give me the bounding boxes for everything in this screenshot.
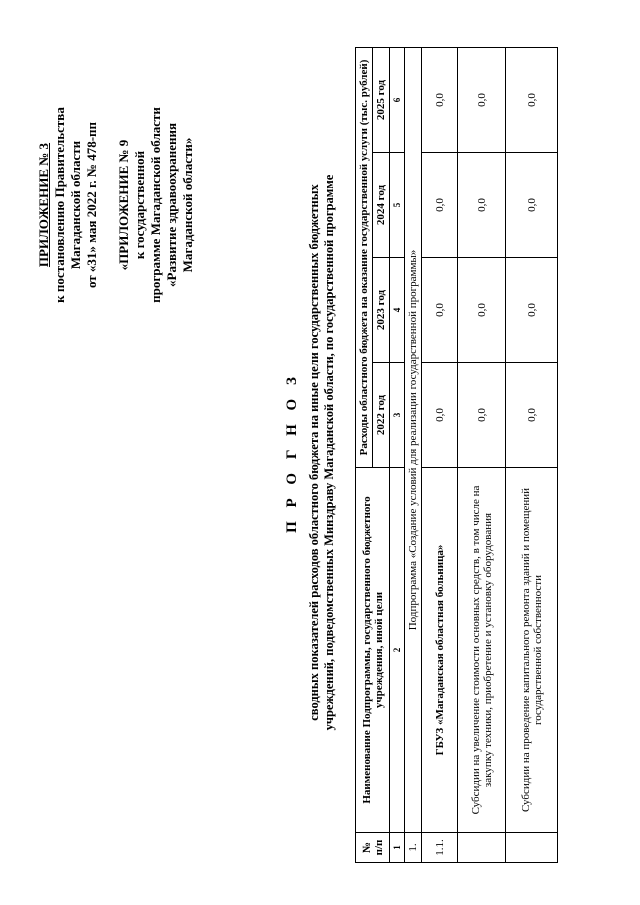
header-name: Наименование Подпрограммы, государственного бюджетного учреждения, иной цели — [356, 468, 390, 833]
column-number: 1 — [390, 833, 405, 863]
table-row — [458, 47, 506, 862]
appendix-line: Магаданской области» — [180, 137, 195, 273]
header-year: 2023 год — [373, 258, 390, 363]
row-name: ГБУЗ «Магаданская областная больница» — [422, 468, 458, 833]
appendix-line: к государственной — [132, 150, 147, 260]
header-year: 2024 год — [373, 153, 390, 258]
row-value: 0,0 — [506, 363, 558, 468]
row-value: 0,0 — [506, 47, 558, 152]
subprogram-name: Подпрограмма «Создание условий для реализации государственной программы» — [405, 47, 422, 832]
header-year: 2025 год — [373, 47, 390, 152]
subprogram-num: 1. — [405, 833, 422, 863]
title-line: сводных показателей расходов областного бюджета на иные цели государственных бюджетных — [307, 184, 321, 721]
row-value: 0,0 — [458, 153, 506, 258]
row-value: 0,0 — [506, 153, 558, 258]
title-line: учреждений, подведомственных Минздраву Магаданской области, по государственной программе — [322, 174, 336, 731]
appendix-inner-number: «ПРИЛОЖЕНИЕ № 9 — [116, 139, 131, 271]
table-header-row — [356, 47, 373, 862]
column-number: 3 — [390, 363, 405, 468]
row-value: 0,0 — [422, 47, 458, 152]
title-word: П Р О Г Н О З — [284, 372, 300, 533]
appendix-block — [36, 75, 196, 335]
row-value: 0,0 — [422, 363, 458, 468]
row-value: 0,0 — [422, 153, 458, 258]
row-name: Субсидии на увеличение стоимости основных средств, в том числе на закупку техники, приобретение и установку оборудования — [458, 468, 506, 833]
subprogram-row — [405, 47, 422, 862]
column-number: 5 — [390, 153, 405, 258]
row-value: 0,0 — [458, 363, 506, 468]
appendix-number: ПРИЛОЖЕНИЕ № 3 — [36, 142, 51, 268]
row-num — [458, 833, 506, 863]
row-value: 0,0 — [506, 258, 558, 363]
appendix-line: «Развитие здравоохранения — [164, 123, 179, 287]
column-numbers-row — [390, 47, 405, 862]
row-value: 0,0 — [458, 258, 506, 363]
row-value: 0,0 — [422, 258, 458, 363]
header-year: 2022 год — [373, 363, 390, 468]
forecast-table — [355, 47, 558, 863]
document-title — [284, 20, 337, 885]
appendix-line: Магаданской области — [68, 140, 83, 270]
table-row — [422, 47, 458, 862]
row-value: 0,0 — [458, 47, 506, 152]
appendix-line: программе Магаданской области — [148, 107, 163, 303]
header-num: № п/п — [356, 833, 390, 863]
table-row — [506, 47, 558, 862]
appendix-date: от «31» мая 2022 г. № 478-пп — [84, 121, 99, 289]
column-number: 2 — [390, 468, 405, 833]
row-name: Субсидии на проведение капитального ремонта зданий и помещений государственной собственности — [506, 468, 558, 833]
row-num: 1.1. — [422, 833, 458, 863]
column-number: 6 — [390, 47, 405, 152]
column-number: 4 — [390, 258, 405, 363]
appendix-line: к постановлению Правительства — [52, 107, 67, 303]
row-num — [506, 833, 558, 863]
header-expenses: Расходы областного бюджета на оказание государственной услуги (тыс. рублей) — [356, 47, 373, 467]
